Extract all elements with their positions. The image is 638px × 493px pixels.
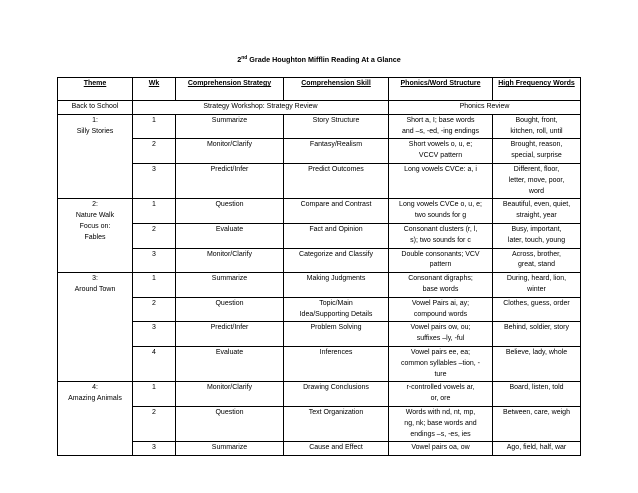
skill-cell: Compare and Contrast [284, 199, 389, 224]
phonics-cell: Double consonants; VCV pattern [389, 248, 493, 273]
table-row [58, 199, 581, 224]
strategy-cell: Predict/Infer [176, 322, 284, 347]
wk-cell: 1 [133, 382, 176, 407]
header-theme: Theme [58, 78, 133, 101]
wk-cell: 1 [133, 114, 176, 139]
table-row [58, 223, 581, 248]
strategy-cell: Summarize [176, 442, 284, 456]
wk-cell: 4 [133, 346, 176, 381]
phonics-cell: Consonant clusters (r, l, s); two sounds for c [389, 223, 493, 248]
skill-cell: Fantasy/Realism [284, 139, 389, 164]
strategy-cell: Evaluate [176, 223, 284, 248]
wk-cell: 3 [133, 442, 176, 456]
strategy-cell: Question [176, 199, 284, 224]
strategy-cell: Question [176, 406, 284, 441]
skill-cell: Predict Outcomes [284, 163, 389, 198]
theme-cell: 1: Silly Stories [58, 114, 133, 199]
phonics-cell: Long vowels CVCe: a, i [389, 163, 493, 198]
table-row [58, 346, 581, 381]
words-cell: Bought, front, kitchen, roll, until [493, 114, 581, 139]
skill-cell: Categorize and Classify [284, 248, 389, 273]
wk-cell: 2 [133, 406, 176, 441]
skill-cell: Making Judgments [284, 273, 389, 298]
table-row [58, 273, 581, 298]
words-cell: Behind, soldier, story [493, 322, 581, 347]
wk-cell: 3 [133, 163, 176, 198]
phonics-cell: Vowel Pairs ai, ay; compound words [389, 297, 493, 322]
words-cell: Between, care, weigh [493, 406, 581, 441]
wk-cell: 2 [133, 297, 176, 322]
review-phonics: Phonics Review [389, 101, 581, 115]
header-skill: Comprehension Skill [284, 78, 389, 101]
strategy-cell: Question [176, 297, 284, 322]
strategy-cell: Monitor/Clarify [176, 382, 284, 407]
words-cell: Ago, field, half, war [493, 442, 581, 456]
phonics-cell: Short a, I; base words and –s, -ed, -ing endings [389, 114, 493, 139]
table-row [58, 442, 581, 456]
words-cell: Believe, lady, whole [493, 346, 581, 381]
reading-glance-table [57, 77, 581, 456]
words-cell: Different, floor, letter, move, poor, word [493, 163, 581, 198]
skill-cell: Cause and Effect [284, 442, 389, 456]
page-title: 2nd Grade Houghton Mifflin Reading At a Glance [237, 55, 401, 64]
theme-cell: 3: Around Town [58, 273, 133, 382]
phonics-cell: Vowel pairs oa, ow [389, 442, 493, 456]
table-row [58, 382, 581, 407]
theme-cell: 2: Nature Walk Focus on: Fables [58, 199, 133, 273]
theme-cell: 4: Amazing Animals [58, 382, 133, 456]
strategy-cell: Evaluate [176, 346, 284, 381]
table-row [58, 406, 581, 441]
strategy-cell: Summarize [176, 114, 284, 139]
wk-cell: 2 [133, 223, 176, 248]
phonics-cell: Long vowels CVCe o, u, e; two sounds for g [389, 199, 493, 224]
strategy-cell: Monitor/Clarify [176, 248, 284, 273]
table-row [58, 163, 581, 198]
strategy-cell: Monitor/Clarify [176, 139, 284, 164]
words-cell: Across, brother, great, stand [493, 248, 581, 273]
review-theme: Back to School [58, 101, 133, 115]
review-strategy: Strategy Workshop: Strategy Review [133, 101, 389, 115]
skill-cell: Problem Solving [284, 322, 389, 347]
header-row [58, 78, 581, 101]
table-row [58, 297, 581, 322]
header-strategy: Comprehension Strategy [176, 78, 284, 101]
skill-cell: Story Structure [284, 114, 389, 139]
phonics-cell: Vowel pairs ee, ea; common syllables –tion, - ture [389, 346, 493, 381]
review-row [58, 101, 581, 115]
phonics-cell: Short vowels o, u, e; VCCV pattern [389, 139, 493, 164]
skill-cell: Inferences [284, 346, 389, 381]
header-words: High Frequency Words [493, 78, 581, 101]
table-row [58, 248, 581, 273]
wk-cell: 1 [133, 199, 176, 224]
phonics-cell: r-controlled vowels ar, or, ore [389, 382, 493, 407]
wk-cell: 3 [133, 248, 176, 273]
wk-cell: 3 [133, 322, 176, 347]
words-cell: During, heard, lion, winter [493, 273, 581, 298]
skill-cell: Text Organization [284, 406, 389, 441]
strategy-cell: Summarize [176, 273, 284, 298]
words-cell: Board, listen, told [493, 382, 581, 407]
words-cell: Clothes, guess, order [493, 297, 581, 322]
skill-cell: Drawing Conclusions [284, 382, 389, 407]
table-row [58, 114, 581, 139]
skill-cell: Fact and Opinion [284, 223, 389, 248]
words-cell: Beautiful, even, quiet, straight, year [493, 199, 581, 224]
wk-cell: 2 [133, 139, 176, 164]
table-row [58, 322, 581, 347]
table-row [58, 139, 581, 164]
phonics-cell: Consonant digraphs; base words [389, 273, 493, 298]
wk-cell: 1 [133, 273, 176, 298]
header-phonics: Phonics/Word Structure [389, 78, 493, 101]
phonics-cell: Vowel pairs ow, ou; suffixes –ly, -ful [389, 322, 493, 347]
words-cell: Busy, important, later, touch, young [493, 223, 581, 248]
header-wk: Wk [133, 78, 176, 101]
strategy-cell: Predict/Infer [176, 163, 284, 198]
skill-cell: Topic/Main Idea/Supporting Details [284, 297, 389, 322]
phonics-cell: Words with nd, nt, mp, ng, nk; base words and endings –s, -es, ies [389, 406, 493, 441]
words-cell: Brought, reason, special, surprise [493, 139, 581, 164]
